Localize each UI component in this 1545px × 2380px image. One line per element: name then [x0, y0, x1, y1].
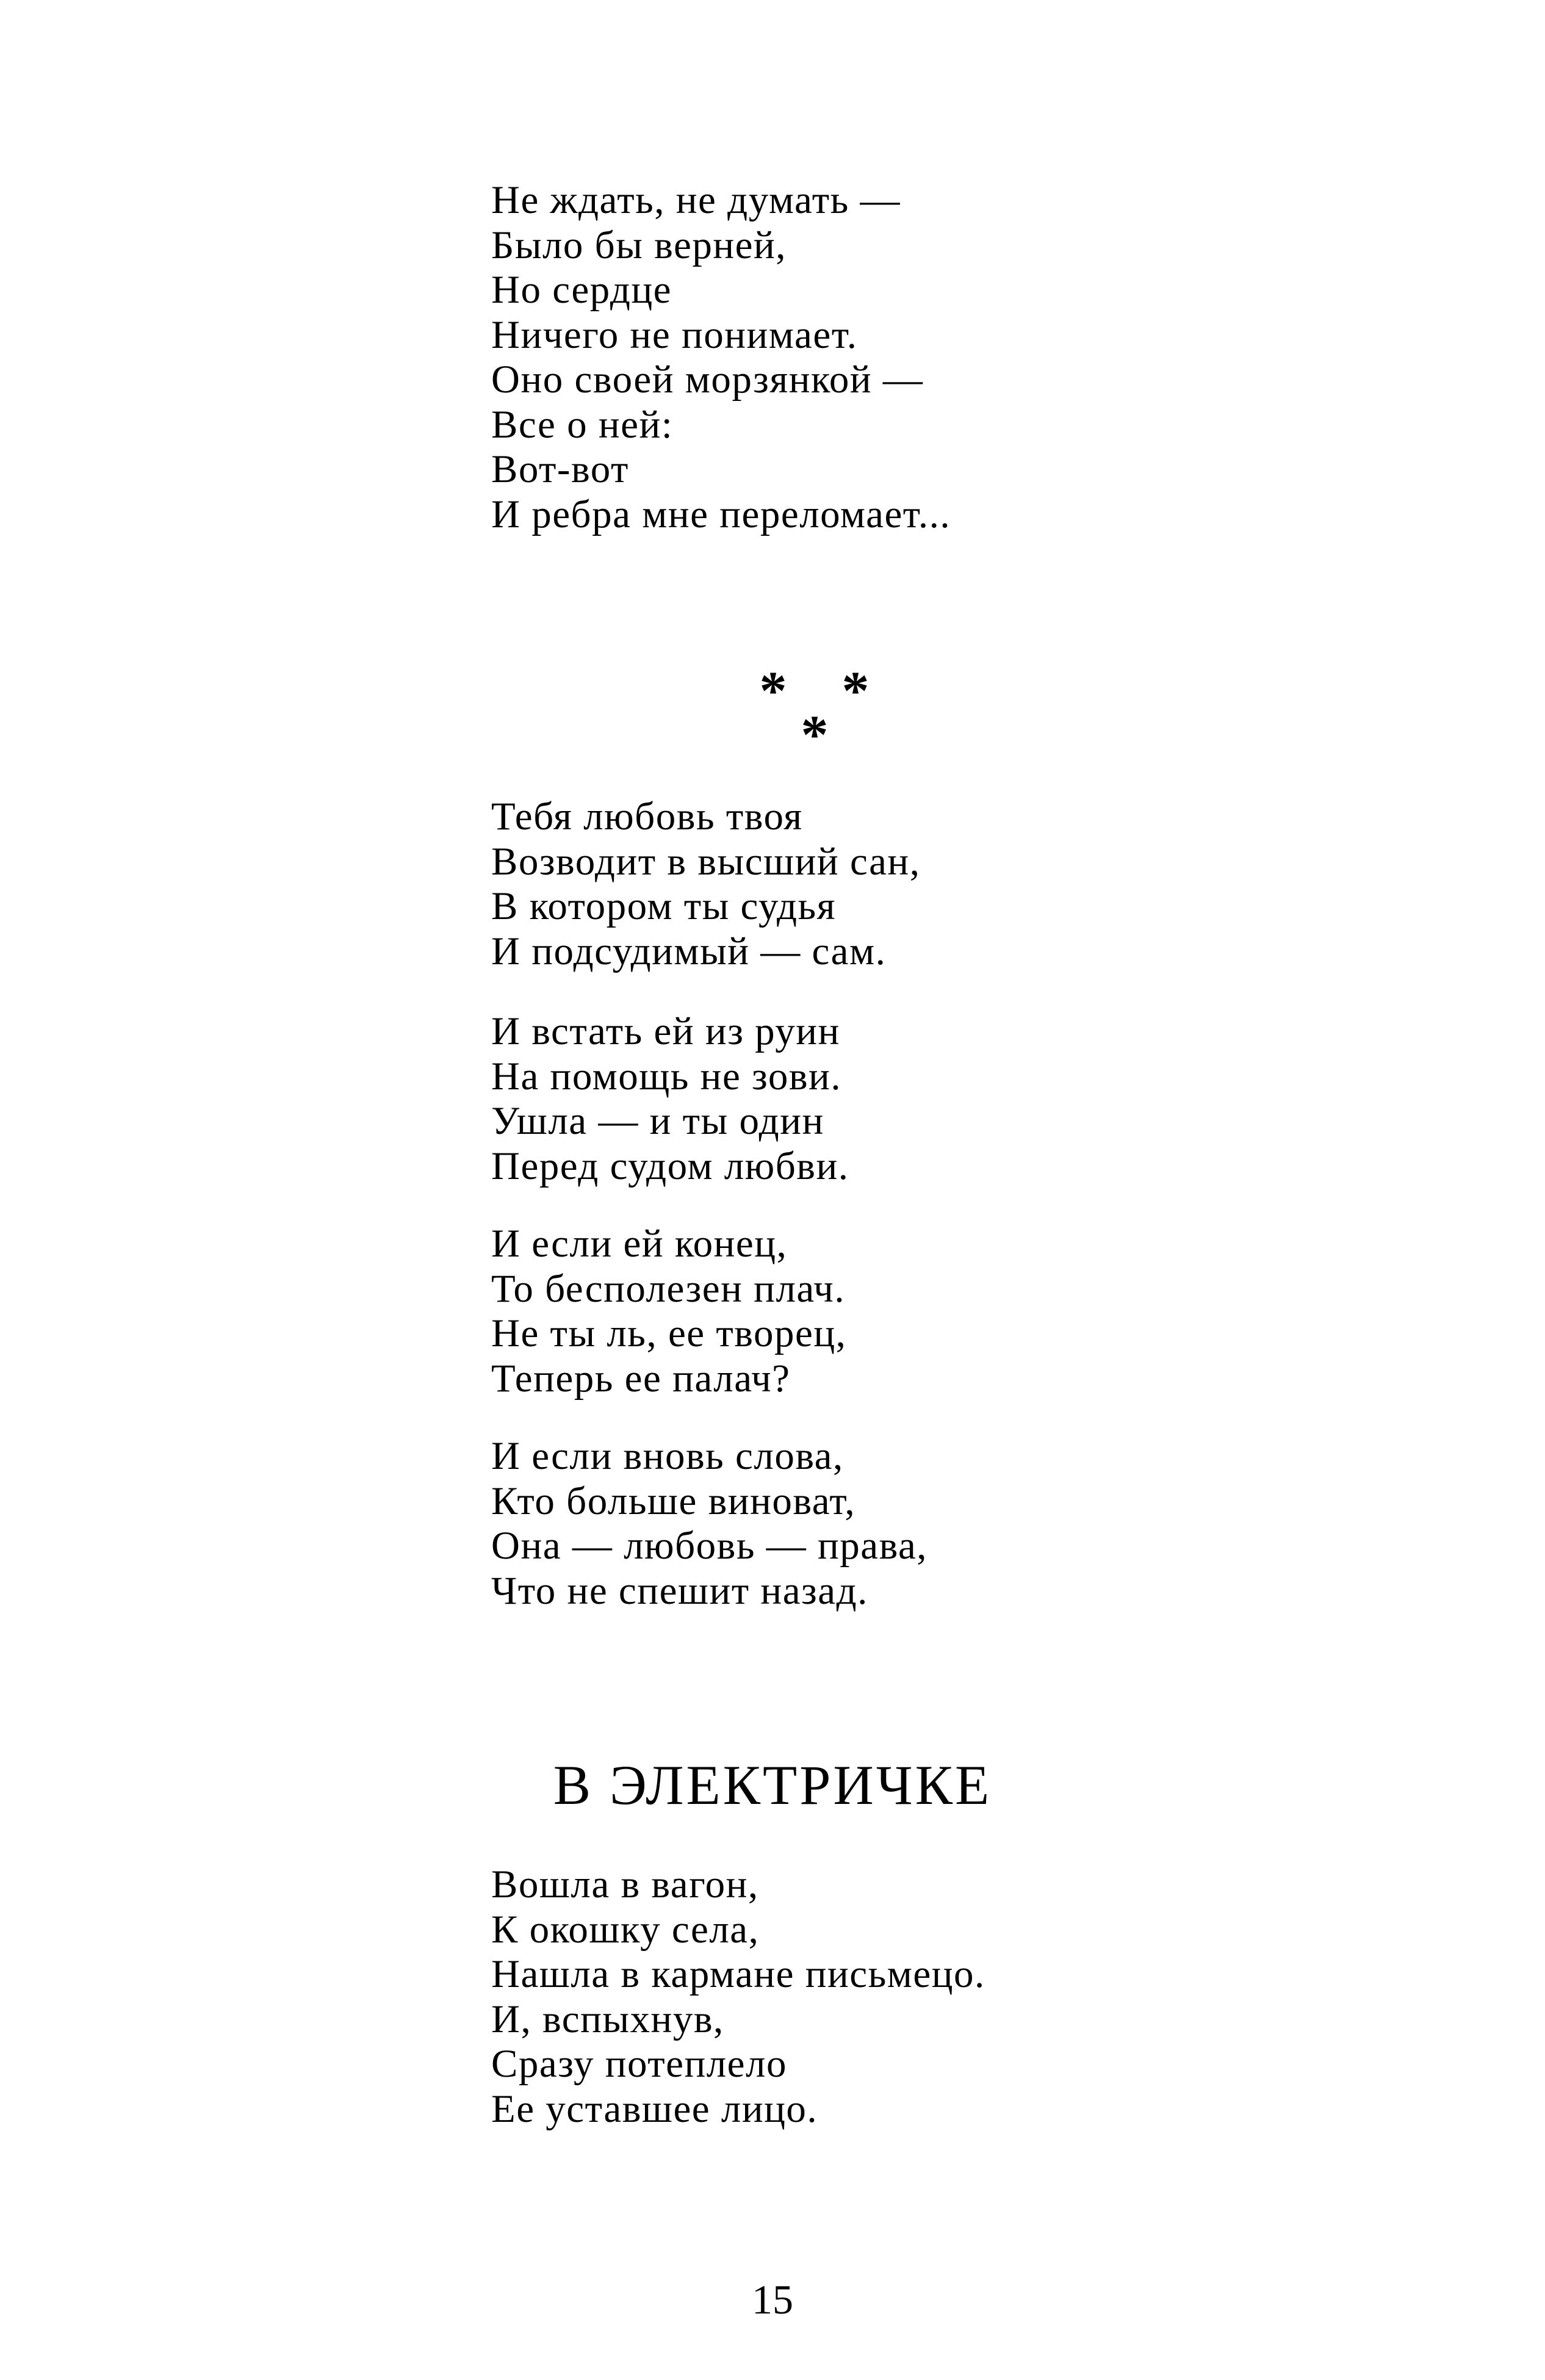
poem-line: На помощь не зови. [491, 1054, 842, 1098]
poem-line: В котором ты судья [491, 884, 837, 928]
poem-line: Нашла в кармане письмецо. [491, 1952, 985, 1996]
poem-2-stanza-4 [491, 1434, 927, 1614]
poem-line: Ничего не понимает. [491, 312, 858, 357]
poem-2-stanza-1 [491, 795, 920, 974]
asterisk: * [759, 661, 787, 721]
poem-line: Что не спешит назад. [491, 1568, 868, 1613]
poem-line: Кто больше виноват, [491, 1479, 856, 1523]
poem-line: Она — любовь — права, [491, 1524, 928, 1568]
poem-line: Ее уставшее лицо. [491, 2086, 818, 2131]
poem-line: И если ей конец, [491, 1222, 788, 1266]
asterisk: * [841, 661, 870, 721]
poem-2-stanza-2 [491, 1009, 849, 1189]
poem-line: Возводит в высший сан, [491, 839, 921, 884]
poem-line: И, вспыхнув, [491, 1997, 724, 2041]
poem-line: И если вновь слова, [491, 1434, 844, 1478]
poem-line: Оно своей морзянкой — [491, 358, 924, 402]
poem-line: К окошку села, [491, 1907, 760, 1952]
poem-line: Было бы верней, [491, 223, 787, 267]
asterisk: * [801, 705, 829, 765]
poem-line: Ушла — и ты один [491, 1099, 824, 1143]
poem-line: Сразу потеплело [491, 2042, 787, 2086]
poem-line: И подсудимый — сам. [491, 929, 887, 973]
poem-line: Но сердце [491, 268, 672, 312]
poem-title: В ЭЛЕКТРИЧКЕ [553, 1754, 992, 1816]
poem-2-stanza-3 [491, 1222, 846, 1401]
poem-line: И ребра мне переломает... [491, 492, 951, 536]
poem-line: Вошла в вагон, [491, 1863, 759, 1906]
poem-line: Все о ней: [491, 402, 674, 447]
poem-line: И встать ей из руин [491, 1009, 840, 1053]
poem-3 [491, 1863, 985, 2132]
poem-line: Не ты ль, ее творец, [491, 1311, 847, 1355]
poem-1 [491, 178, 951, 537]
page-number: 15 [752, 2276, 793, 2323]
poem-line: Вот-вот [491, 447, 629, 491]
poem-line: Не ждать, не думать — [491, 178, 901, 222]
poem-line: Тебя любовь твоя [491, 795, 803, 838]
poem-line: Теперь ее палач? [491, 1356, 791, 1401]
poem-line: Перед судом любви. [491, 1144, 849, 1188]
poem-line: То бесполезен плач. [491, 1266, 846, 1311]
